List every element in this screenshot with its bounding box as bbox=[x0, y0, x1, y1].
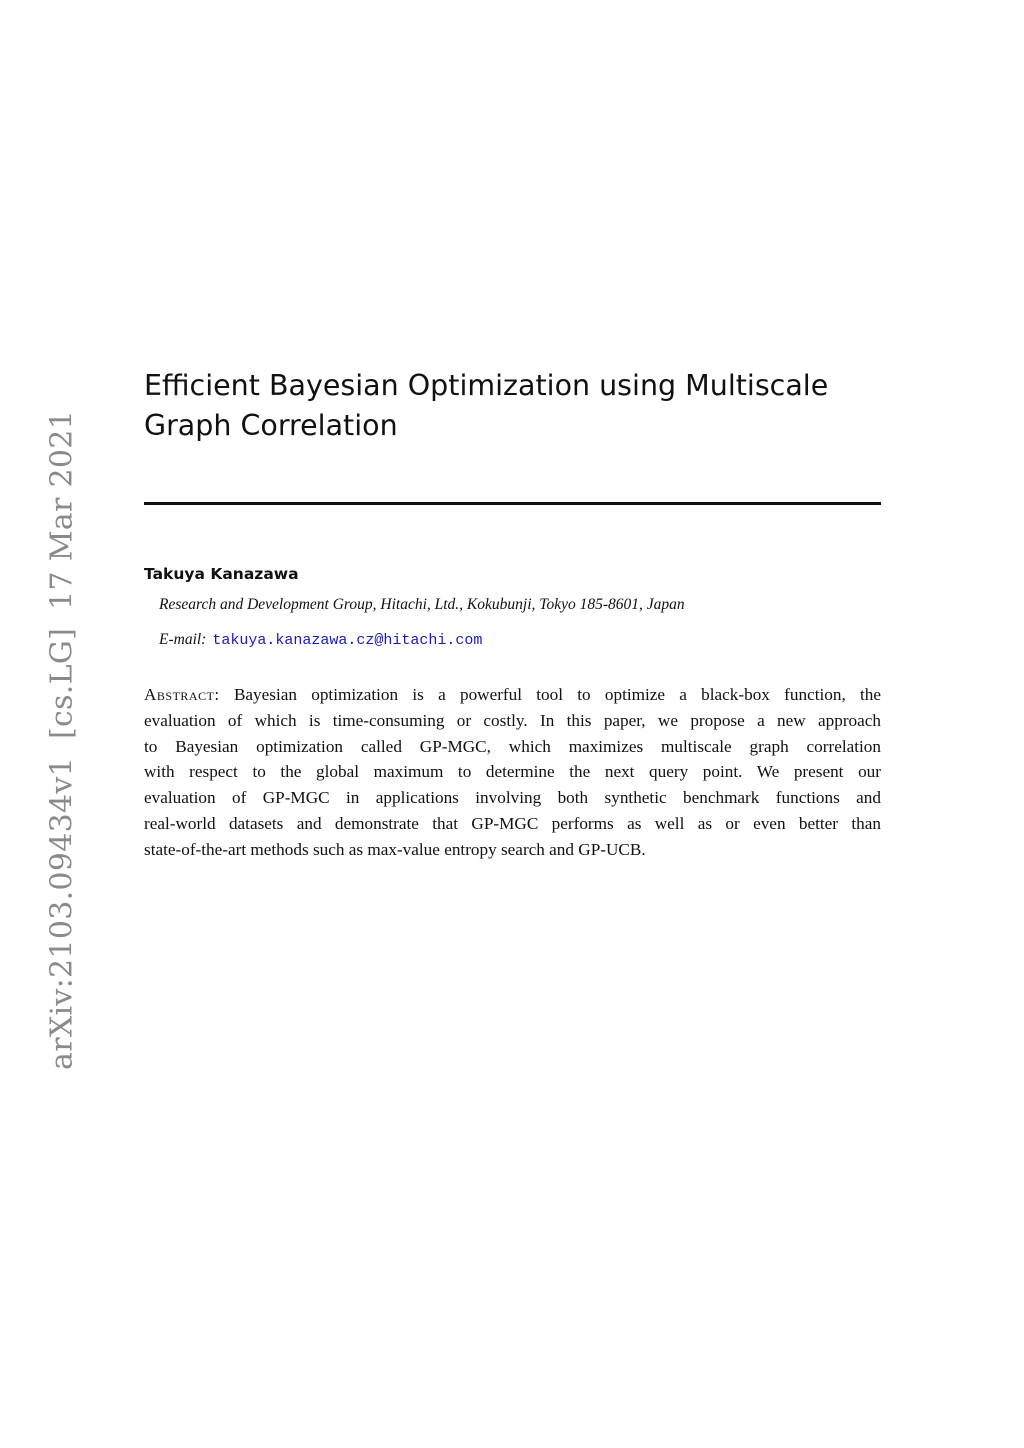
author-affiliation: Research and Development Group, Hitachi, Ltd., Kokubunji, Tokyo 185-8601, Japan bbox=[159, 596, 685, 613]
email-label: E-mail: bbox=[159, 631, 207, 648]
abstract-line bbox=[144, 682, 881, 708]
arxiv-category: [cs.LG] bbox=[44, 627, 80, 739]
arxiv-identifier-stamp bbox=[45, 401, 80, 1079]
abstract-label: Abstract: bbox=[144, 685, 220, 704]
title-line: Graph Correlation bbox=[144, 409, 398, 442]
abstract-line: to Bayesian optimization called GP-MGC, which maximizes multiscale graph correlation bbox=[144, 736, 881, 756]
arxiv-id: arXiv:2103.09434v1 bbox=[44, 756, 80, 1070]
abstract bbox=[144, 682, 881, 863]
title-line: Efficient Bayesian Optimization using Multiscale bbox=[144, 369, 829, 402]
author-email-line bbox=[159, 631, 482, 649]
abstract-line: state-of-the-art methods such as max-value entropy search and GP-UCB. bbox=[144, 839, 646, 859]
paper-title bbox=[144, 366, 884, 446]
abstract-line: with respect to the global maximum to determine the next query point. We present our bbox=[144, 762, 881, 782]
abstract-text: Bayesian optimization is a powerful tool to optimize a black-box function, the bbox=[233, 685, 881, 704]
author-name: Takuya Kanazawa bbox=[144, 565, 299, 583]
abstract-line: evaluation of GP-MGC in applications involving both synthetic benchmark functions and bbox=[144, 788, 881, 808]
arxiv-date: 17 Mar 2021 bbox=[44, 410, 80, 610]
abstract-line: evaluation of which is time-consuming or costly. In this paper, we propose a new approach bbox=[144, 710, 881, 730]
title-divider bbox=[144, 502, 881, 505]
abstract-line: real-world datasets and demonstrate that GP-MGC performs as well as or even better than bbox=[144, 813, 881, 833]
email-link[interactable]: takuya.kanazawa.cz@hitachi.com bbox=[212, 632, 483, 649]
